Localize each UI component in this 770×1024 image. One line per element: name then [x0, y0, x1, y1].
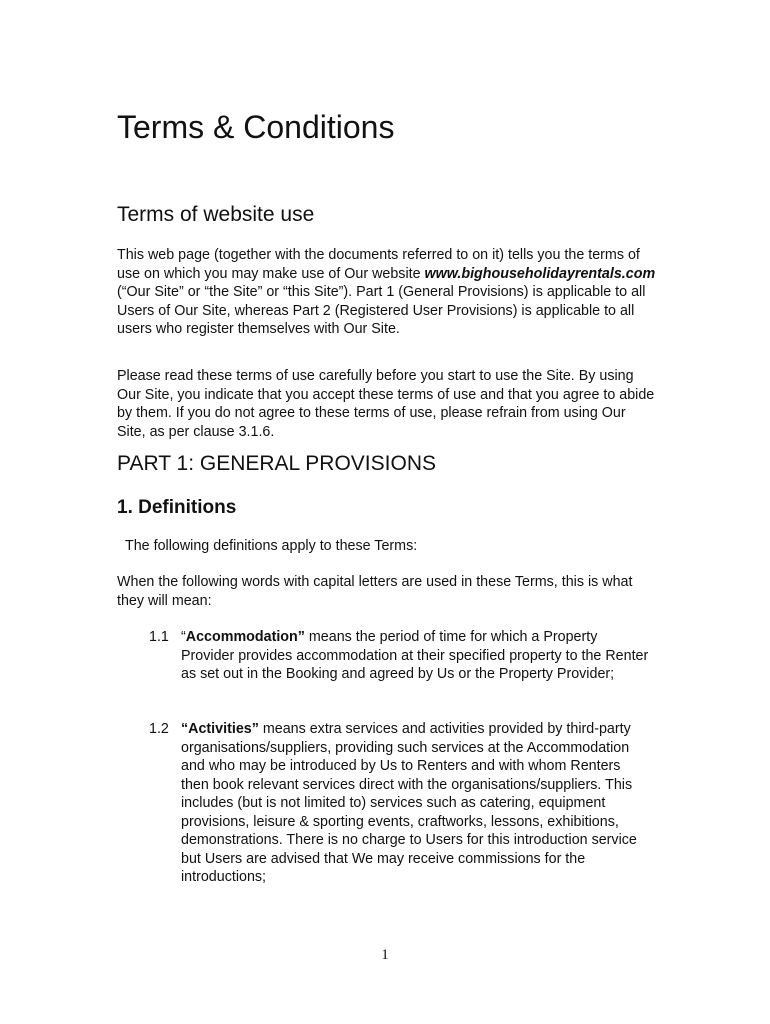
intro-paragraph-start: This web page (together with the documents referred to on it) tells you the terms of use on which you may make use of Our website [117, 247, 640, 282]
agreement-paragraph: Please read these terms of use carefully before you start to use the Site. By using Our Site, you indicate that you accept these terms of use and that you agree to abide by them. If you do not agree to these terms of use, please refrain from using Our Site, as per clause 3.1.6. [117, 368, 655, 440]
definition-item [149, 628, 649, 684]
definition-body [181, 720, 649, 887]
page-title: Terms & Conditions [117, 109, 395, 145]
definition-text: means the period of time for which a Property Provider provides accommodation at their specified property to the Renter as set out in the Booking and agreed by Us or the Property Provider; [181, 629, 649, 682]
definition-text: means extra services and activities provided by third-party organisations/suppliers, providing such services at the Accommodation and who may be introduced by Us to Renters and with whom Renters then book relevant services direct with the organisations/suppliers. This includes (but is not limited to) services such as catering, equipment provisions, leisure & sporting events, craftworks, lessons, exhibitions, demonstrations. There is no charge to Users for this introduction service but Users are advised that We may receive commissions for the introductions; [181, 721, 637, 885]
website-link[interactable]: www.bighouseholidayrentals.com [424, 265, 656, 282]
definition-number: 1.2 [149, 721, 169, 737]
definition-body [181, 628, 649, 684]
definition-open-quote: “ [181, 629, 186, 645]
page-number: 1 [381, 947, 389, 963]
definitions-heading: 1. Definitions [117, 497, 237, 518]
definition-number: 1.1 [149, 629, 169, 645]
intro-paragraph-end: (“Our Site” or “the Site” or “this Site”). Part 1 (General Provisions) is applicable to all Users of Our Site, whereas Part 2 (Registered User Provisions) is applicable to all users who register themselves with Our Site. [117, 284, 646, 337]
definitions-lead: When the following words with capital letters are used in these Terms, this is what they will mean: [117, 574, 633, 609]
section-subtitle: Terms of website use [117, 203, 315, 226]
definitions-intro: The following definitions apply to these Terms: [125, 538, 418, 554]
part-heading: PART 1: GENERAL PROVISIONS [117, 452, 436, 475]
definition-item [149, 720, 649, 887]
intro-paragraph [117, 246, 657, 339]
definition-term: “Activities” [181, 721, 259, 737]
definition-term: Accommodation” [185, 629, 305, 645]
